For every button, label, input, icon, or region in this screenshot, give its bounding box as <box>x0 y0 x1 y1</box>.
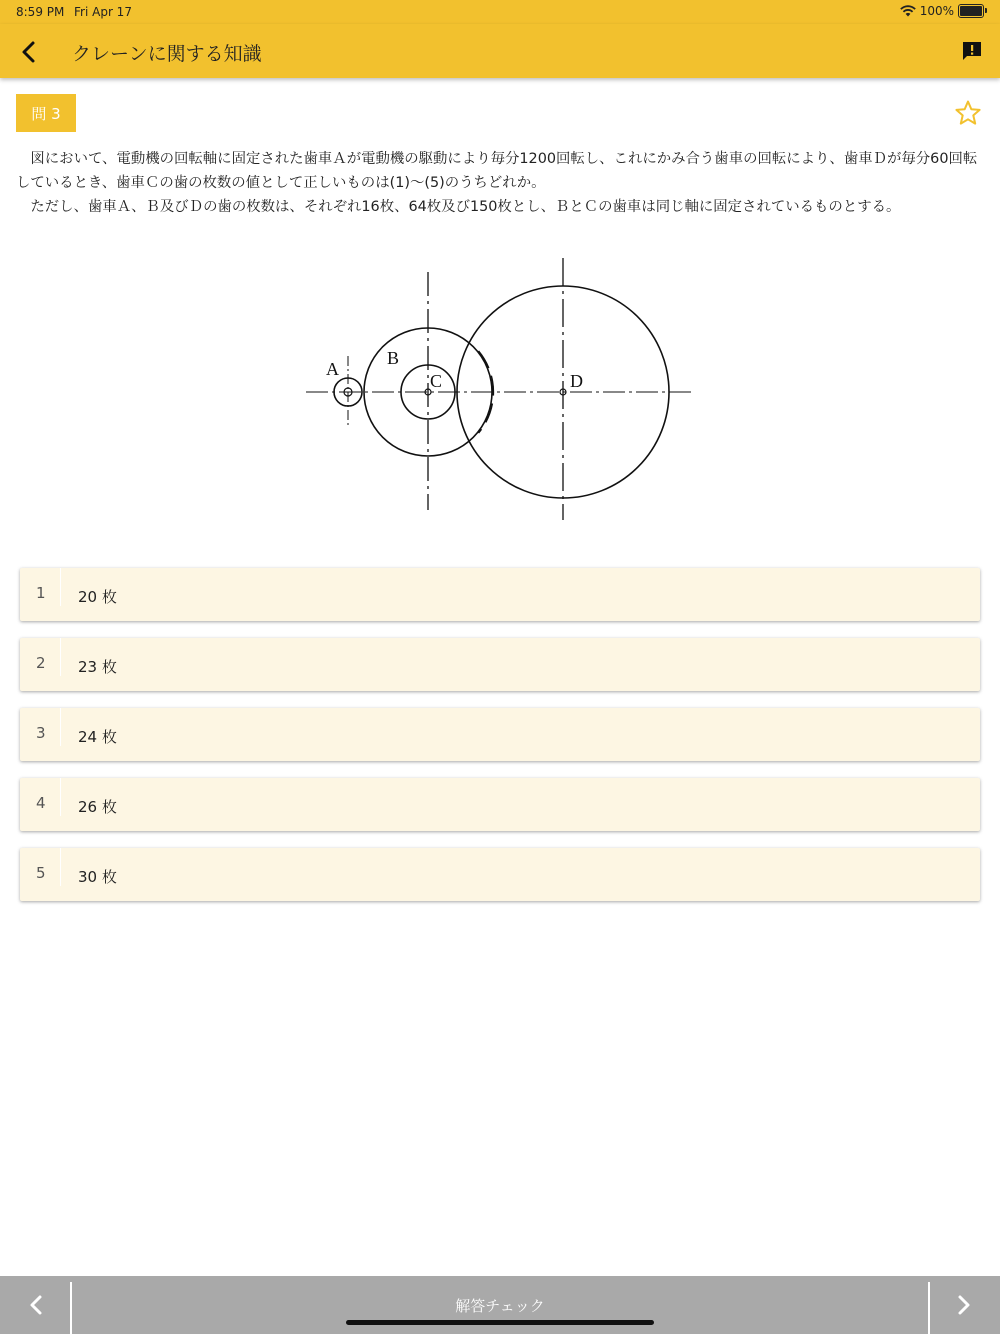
answer-check-button[interactable]: 解答チェック <box>455 1296 545 1315</box>
next-question-chevron-icon[interactable] <box>950 1292 976 1318</box>
choice-number: 3 <box>36 724 46 742</box>
choice-divider <box>60 778 61 816</box>
report-feedback-icon[interactable] <box>961 40 983 62</box>
back-chevron-icon[interactable] <box>14 37 44 67</box>
bottom-toolbar <box>0 1276 1000 1334</box>
choice-divider <box>60 568 61 606</box>
choice-text: 23 枚 <box>78 658 117 676</box>
choice-1[interactable] <box>20 568 980 621</box>
battery-percent: 100% <box>919 4 954 18</box>
label-a: A <box>326 359 339 379</box>
question-paragraph-2: ただし、歯車Ａ、Ｂ及びＤの歯の枚数は、それぞれ16枚、64枚及び150枚とし、ＢとＣの歯車は同じ軸に固定されているものとする。 <box>30 199 901 215</box>
gear-diagram <box>300 250 700 530</box>
wifi-icon <box>900 5 916 17</box>
label-d: D <box>570 371 583 391</box>
choice-number: 2 <box>36 654 46 672</box>
choice-number: 5 <box>36 864 46 882</box>
status-time: 8:59 PM <box>16 5 65 19</box>
choice-number: 1 <box>36 584 46 602</box>
status-date: Fri Apr 17 <box>74 5 132 19</box>
choice-2[interactable] <box>20 638 980 691</box>
label-c: C <box>430 371 443 391</box>
choice-5[interactable] <box>20 848 980 901</box>
question-text <box>16 147 986 219</box>
choice-divider <box>60 848 61 886</box>
favorite-star-icon[interactable] <box>954 99 982 127</box>
choice-3[interactable] <box>20 708 980 761</box>
choice-text: 30 枚 <box>78 868 117 886</box>
choice-divider <box>60 638 61 676</box>
choice-text: 20 枚 <box>78 588 117 606</box>
status-bar <box>0 0 1000 24</box>
choice-divider <box>60 708 61 746</box>
question-paragraph-1: 図において、電動機の回転軸に固定された歯車Ａが電動機の駆動により毎分1200回転し、これにかみ合う歯車の回転により、歯車Ｄが毎分60回転しているとき、歯車Ｃの歯の枚数の値として正しいものは(1)～(5)のうちどれか。 <box>16 151 978 191</box>
battery-icon <box>958 4 984 18</box>
previous-question-chevron-icon[interactable] <box>24 1292 50 1318</box>
nav-bar <box>0 24 1000 78</box>
question-number-badge: 問 3 <box>16 94 76 132</box>
choice-text: 24 枚 <box>78 728 117 746</box>
toolbar-separator-right <box>928 1282 930 1334</box>
choice-number: 4 <box>36 794 46 812</box>
choice-4[interactable] <box>20 778 980 831</box>
choice-text: 26 枚 <box>78 798 117 816</box>
label-b: B <box>387 348 400 368</box>
status-right <box>900 4 984 18</box>
home-indicator <box>346 1320 654 1325</box>
page-title: クレーンに関する知識 <box>72 43 262 65</box>
